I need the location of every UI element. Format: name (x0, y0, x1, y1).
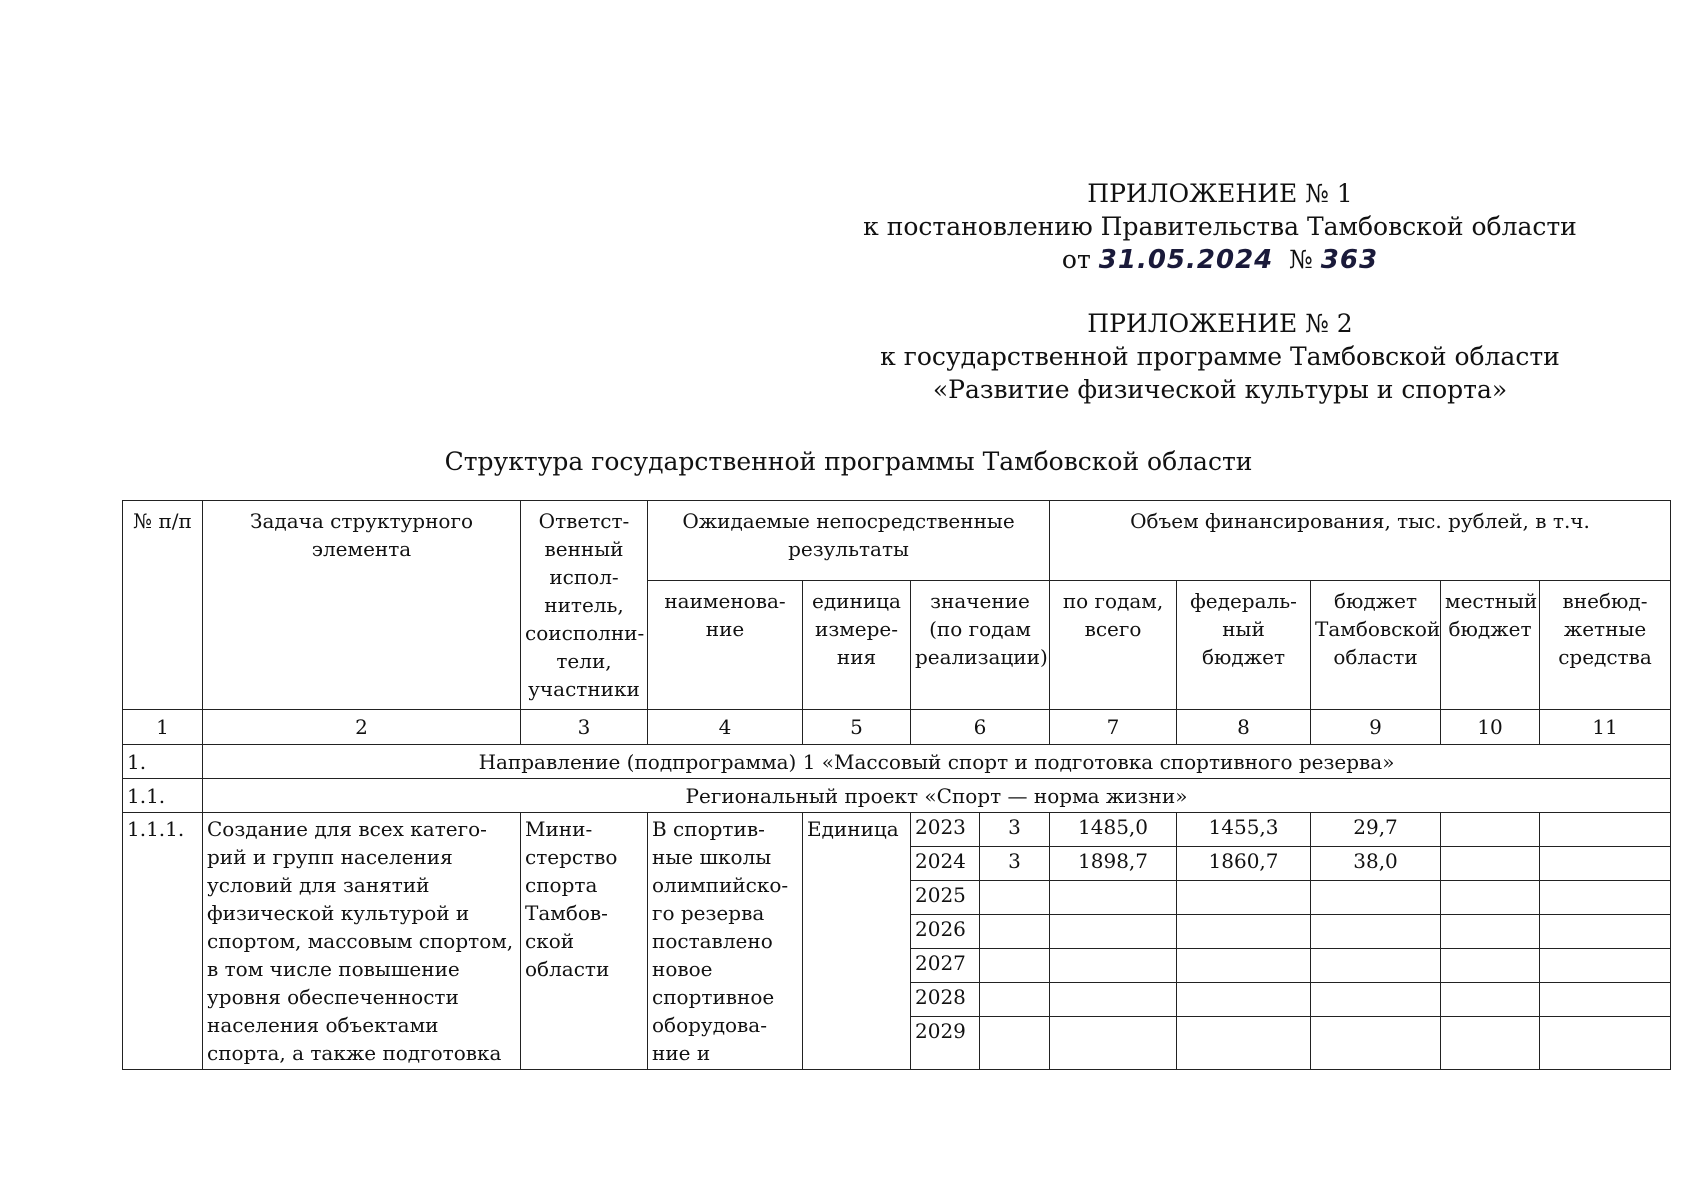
year-cell: 2023 (911, 813, 980, 847)
header-fin-local: местный бюджет (1441, 581, 1540, 710)
appendix-1-date-line (840, 243, 1600, 277)
header-fin-extra: внебюд-жетные средства (1540, 581, 1671, 710)
value-cell (980, 915, 1050, 949)
federal-cell (1177, 983, 1311, 1017)
column-number: 7 (1050, 710, 1177, 745)
extra-cell (1540, 1017, 1671, 1070)
column-number: 2 (203, 710, 521, 745)
regional-cell: 38,0 (1311, 847, 1441, 881)
header-result-unit: единица измере-ния (803, 581, 911, 710)
header-result-value: значение (по годам реализации) (911, 581, 1050, 710)
column-number-row (123, 710, 1671, 745)
header-executor: Ответст-венный испол-нитель, соисполни-тели, участники (521, 501, 648, 710)
federal-cell (1177, 881, 1311, 915)
appendix-2-line-2: «Развитие физической культуры и спорта» (932, 375, 1508, 404)
header-fin-total: по годам, всего (1050, 581, 1177, 710)
header-result-name: наименова-ние (648, 581, 803, 710)
column-number: 4 (648, 710, 803, 745)
extra-cell (1540, 949, 1671, 983)
total-cell: 1898,7 (1050, 847, 1177, 881)
subsection-title: Региональный проект «Спорт — норма жизни» (203, 779, 1671, 813)
column-number: 5 (803, 710, 911, 745)
local-cell (1441, 983, 1540, 1017)
regional-cell (1311, 949, 1441, 983)
extra-cell (1540, 983, 1671, 1017)
total-cell (1050, 881, 1177, 915)
column-number: 3 (521, 710, 648, 745)
extra-cell (1540, 881, 1671, 915)
regional-cell: 29,7 (1311, 813, 1441, 847)
section-title: Направление (подпрограмма) 1 «Массовый спорт и подготовка спортивного резерва» (203, 745, 1671, 779)
header-task: Задача структурного элемента (203, 501, 521, 710)
result-name-text: В спортив-ные школы олимпийско-го резерва поставлено новое спортивное оборудова-ние и (648, 813, 803, 1070)
total-cell: 1485,0 (1050, 813, 1177, 847)
value-cell (980, 949, 1050, 983)
total-cell (1050, 915, 1177, 949)
row-num: 1.1.1. (123, 813, 203, 1070)
handwritten-number: 363 (1320, 245, 1379, 275)
header-fin-regional: бюджет Тамбовской области (1311, 581, 1441, 710)
executor-text: Мини-стерство спорта Тамбов-ской области (521, 813, 648, 1070)
appendix-1-title: ПРИЛОЖЕНИЕ № 1 (1087, 179, 1353, 208)
federal-cell (1177, 1017, 1311, 1070)
extra-cell (1540, 915, 1671, 949)
header-finance-group: Объем финансирования, тыс. рублей, в т.ч. (1050, 501, 1671, 581)
appendix-1-line: к постановлению Правительства Тамбовской области (863, 212, 1577, 241)
value-cell (980, 881, 1050, 915)
extra-cell (1540, 813, 1671, 847)
appendix-1-header (840, 177, 1600, 277)
section-row (123, 745, 1671, 779)
value-cell: 3 (980, 847, 1050, 881)
local-cell (1441, 847, 1540, 881)
total-cell (1050, 983, 1177, 1017)
total-cell (1050, 1017, 1177, 1070)
date-prefix: от (1061, 245, 1091, 274)
year-cell: 2029 (911, 1017, 980, 1070)
federal-cell (1177, 915, 1311, 949)
local-cell (1441, 915, 1540, 949)
task-text: Создание для всех катего-рий и групп населения условий для занятий физической культурой и спортом, массовым спортом, в том числе повышение уровня обеспеченности населения объектами спорта, а также подготовка (203, 813, 521, 1070)
value-cell: 3 (980, 813, 1050, 847)
column-number: 1 (123, 710, 203, 745)
federal-cell: 1455,3 (1177, 813, 1311, 847)
local-cell (1441, 1017, 1540, 1070)
federal-cell (1177, 949, 1311, 983)
column-number: 9 (1311, 710, 1441, 745)
year-cell: 2025 (911, 881, 980, 915)
local-cell (1441, 813, 1540, 847)
column-number: 10 (1441, 710, 1540, 745)
regional-cell (1311, 915, 1441, 949)
header-fin-federal: федераль-ный бюджет (1177, 581, 1311, 710)
year-cell: 2024 (911, 847, 980, 881)
subsection-row (123, 779, 1671, 813)
column-number: 8 (1177, 710, 1311, 745)
year-cell: 2027 (911, 949, 980, 983)
subsection-num: 1.1. (123, 779, 203, 813)
column-number: 11 (1540, 710, 1671, 745)
table-row (123, 813, 1671, 847)
appendix-2-title: ПРИЛОЖЕНИЕ № 2 (1087, 309, 1353, 338)
program-structure-table (122, 500, 1671, 1070)
section-num: 1. (123, 745, 203, 779)
header-results-group: Ожидаемые непосредственные результаты (648, 501, 1050, 581)
federal-cell: 1860,7 (1177, 847, 1311, 881)
unit-text: Единица (803, 813, 911, 1070)
year-cell: 2028 (911, 983, 980, 1017)
year-cell: 2026 (911, 915, 980, 949)
appendix-2-header (840, 307, 1600, 406)
value-cell (980, 1017, 1050, 1070)
header-num: № п/п (123, 501, 203, 710)
regional-cell (1311, 1017, 1441, 1070)
extra-cell (1540, 847, 1671, 881)
value-cell (980, 983, 1050, 1017)
column-number: 6 (911, 710, 1050, 745)
regional-cell (1311, 983, 1441, 1017)
appendix-2-line-1: к государственной программе Тамбовской области (880, 342, 1560, 371)
local-cell (1441, 949, 1540, 983)
regional-cell (1311, 881, 1441, 915)
total-cell (1050, 949, 1177, 983)
handwritten-date: 31.05.2024 (1098, 245, 1274, 275)
local-cell (1441, 881, 1540, 915)
document-title: Структура государственной программы Тамбовской области (444, 447, 1253, 476)
number-prefix: № (1289, 245, 1313, 274)
